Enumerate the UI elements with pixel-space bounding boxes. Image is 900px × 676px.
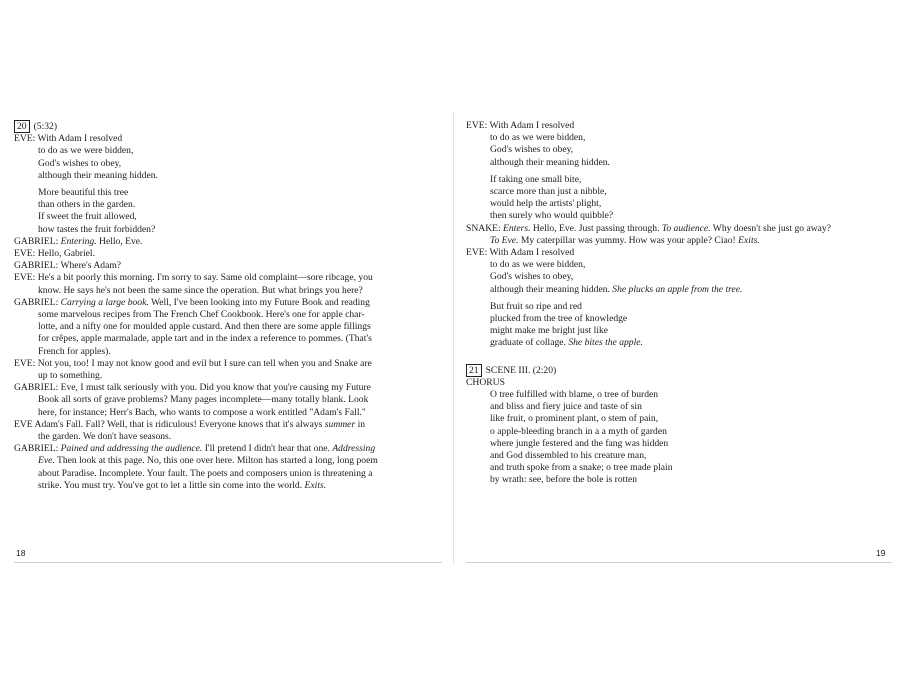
stage-direction: She bites the apple. [568,337,643,349]
dialogue-line: GABRIEL: Where's Adam? [14,260,122,272]
left-script-text [14,133,444,492]
dialogue-line: EVE: With Adam I resolved [14,133,123,145]
chorus-line: and truth spoke from a snake; o tree made plain [490,462,673,474]
dialogue-continuation: scarce more than just a nibble, [490,186,607,198]
dialogue-continuation [14,480,444,492]
stage-direction: Exits. [738,234,760,246]
stage-direction: Entering. [60,235,97,247]
spoken-text: GABRIEL: [14,235,61,247]
scene-number-box: 20 [14,120,30,133]
spoken-text: EVE Adam's Fall. Fall? Well, that is ridiculous! Everyone knows that it's always [14,418,325,430]
spoken-text: Hello, Eve. Just passing through. [530,222,662,234]
spoken-text: Well, I've been looking into my Future Book and reading [148,296,370,308]
spoken-text: SNAKE: [466,222,504,234]
spoken-text: Why doesn't she just go away? [710,222,831,234]
spoken-text: I'll pretend I didn't hear that one. [202,443,333,455]
scene-heading [14,120,444,133]
dialogue-continuation: If taking one small bite, [490,173,582,185]
stage-direction: Pained and addressing the audience. [60,443,203,455]
chorus-line: like fruit, o prominent plant, o stem of pain, [490,413,659,425]
dialogue-continuation: up to something. [38,370,103,382]
dialogue-continuation: plucked from the tree of knowledge [490,313,628,325]
dialogue-line [14,297,444,309]
scene-spacer [466,350,890,364]
page-bottom-rule-right [466,562,892,563]
stage-direction: Enters. [503,222,531,234]
dialogue-continuation: then surely who would quibble? [490,210,614,222]
chorus-line: where jungle festered and the fang was hidden [490,437,669,449]
stage-direction: Eve. [38,455,55,467]
dialogue-continuation: for crêpes, apple marmalade, apple tart and in the index a reference to pommes. (That's [38,333,372,345]
spoken-text: Then look at this page. No, this one over here. Milton has started a long, long poem [54,455,378,467]
dialogue-continuation: know. He says he's not been the same since the operation. But what brings you here? [38,284,363,296]
dialogue-continuation: Book all sorts of grave problems? Many pages incomplete—many totally blank. Look [38,394,369,406]
dialogue-continuation: the garden. We don't have seasons. [38,431,172,443]
spoken-text: My caterpillar was yummy. How was your apple? Ciao! [518,234,739,246]
stage-direction: Carrying a large book. [60,296,149,308]
stage-direction: summer [324,418,356,430]
dialogue-continuation: More beautiful this tree [38,187,129,199]
chorus-line: o apple-bleeding branch in a a myth of garden [490,425,667,437]
chorus-line: O tree fulfilled with blame, o tree of burden [490,389,659,401]
spoken-text: Hello, Eve. [96,235,143,247]
dialogue-continuation: If sweet the fruit allowed, [38,211,137,223]
page-number-left: 18 [16,548,26,558]
dialogue-line [466,223,890,235]
dialogue-continuation: to do as we were bidden, [490,132,586,144]
dialogue-line [14,443,444,455]
stage-direction: Addressing [332,443,376,455]
stage-direction: She plucks an apple from the tree. [612,283,743,295]
left-page [14,120,444,492]
dialogue-continuation: here, for instance; Herr's Bach, who wants to compose a work entitled "Adam's Fall." [38,406,366,418]
scene-title: SCENE III. (2:20) [485,364,557,376]
spoken-text: although their meaning hidden. [490,283,613,295]
dialogue-continuation [466,337,890,349]
dialogue-continuation: God's wishes to obey, [490,144,574,156]
scene-time: (5:32) [33,121,58,132]
scene-number-box: 21 [466,364,482,377]
dialogue-continuation [14,455,444,467]
dialogue-line: EVE: With Adam I resolved [466,120,575,131]
chorus-line: by wrath: see, before the bole is rotten [490,474,638,486]
dialogue-continuation: although their meaning hidden. [490,156,610,168]
dialogue-line: EVE: Not you, too! I may not know good and evil but I sure can tell when you and Snake are [14,357,372,369]
dialogue-continuation: to do as we were bidden, [490,259,586,271]
dialogue-line: EVE: Hello, Gabriel. [14,248,95,260]
dialogue-continuation [466,284,890,296]
dialogue-continuation: about Paradise. Incomplete. Your fault. The poets and composers union is threatening a [38,467,373,479]
dialogue-continuation: how tastes the fruit forbidden? [38,223,156,235]
dialogue-continuation [466,235,890,247]
stage-direction: Exits. [304,479,327,491]
spoken-text: strike. You must try. You've got to let a little sin come into the world. [38,479,305,491]
chorus-label: CHORUS [466,376,505,388]
dialogue-line: EVE: With Adam I resolved [466,247,575,259]
page-number-right: 19 [876,548,886,558]
chorus-line: and bliss and fiery juice and taste of sin [490,401,642,413]
dialogue-continuation: would help the artists' plight, [490,198,602,210]
dialogue-continuation: might make me bright just like [490,325,609,337]
dialogue-continuation: But fruit so ripe and red [490,300,582,312]
dialogue-continuation: French for apples). [38,345,111,357]
dialogue-continuation: some marvelous recipes from The French Chef Cookbook. Here's one for apple char- [38,309,365,321]
dialogue-continuation: although their meaning hidden. [38,169,158,181]
dialogue-continuation: than others in the garden. [38,199,136,211]
dialogue-continuation: to do as we were bidden, [38,145,134,157]
stage-direction: To audience. [661,222,711,234]
chorus-line: and God dissembled to his creature man, [490,450,647,462]
dialogue-line [14,419,444,431]
spoken-text: GABRIEL: [14,443,61,455]
dialogue-line [14,236,444,248]
page-gutter [453,112,454,564]
dialogue-continuation: God's wishes to obey, [38,157,122,169]
right-script-text [466,120,890,350]
stage-direction: To Eve. [490,234,519,246]
dialogue-line: EVE: He's a bit poorly this morning. I'm sorry to say. Same old complaint—sore ribcage, you [14,272,373,284]
right-page [466,120,890,487]
dialogue-continuation: God's wishes to obey, [490,271,574,283]
spoken-text: GABRIEL: [14,296,61,308]
dialogue-line: GABRIEL: Eve, I must talk seriously with you. Did you know that you're causing my Future [14,382,371,394]
spoken-text: in [355,418,366,430]
scene-heading [466,364,890,377]
chorus-verse [466,389,890,487]
page-bottom-rule-left [14,562,442,563]
spoken-text: graduate of collage. [490,337,569,349]
dialogue-continuation: lotte, and a nifty one for moulded apple custard. And then there are some apple fillings [38,321,371,333]
